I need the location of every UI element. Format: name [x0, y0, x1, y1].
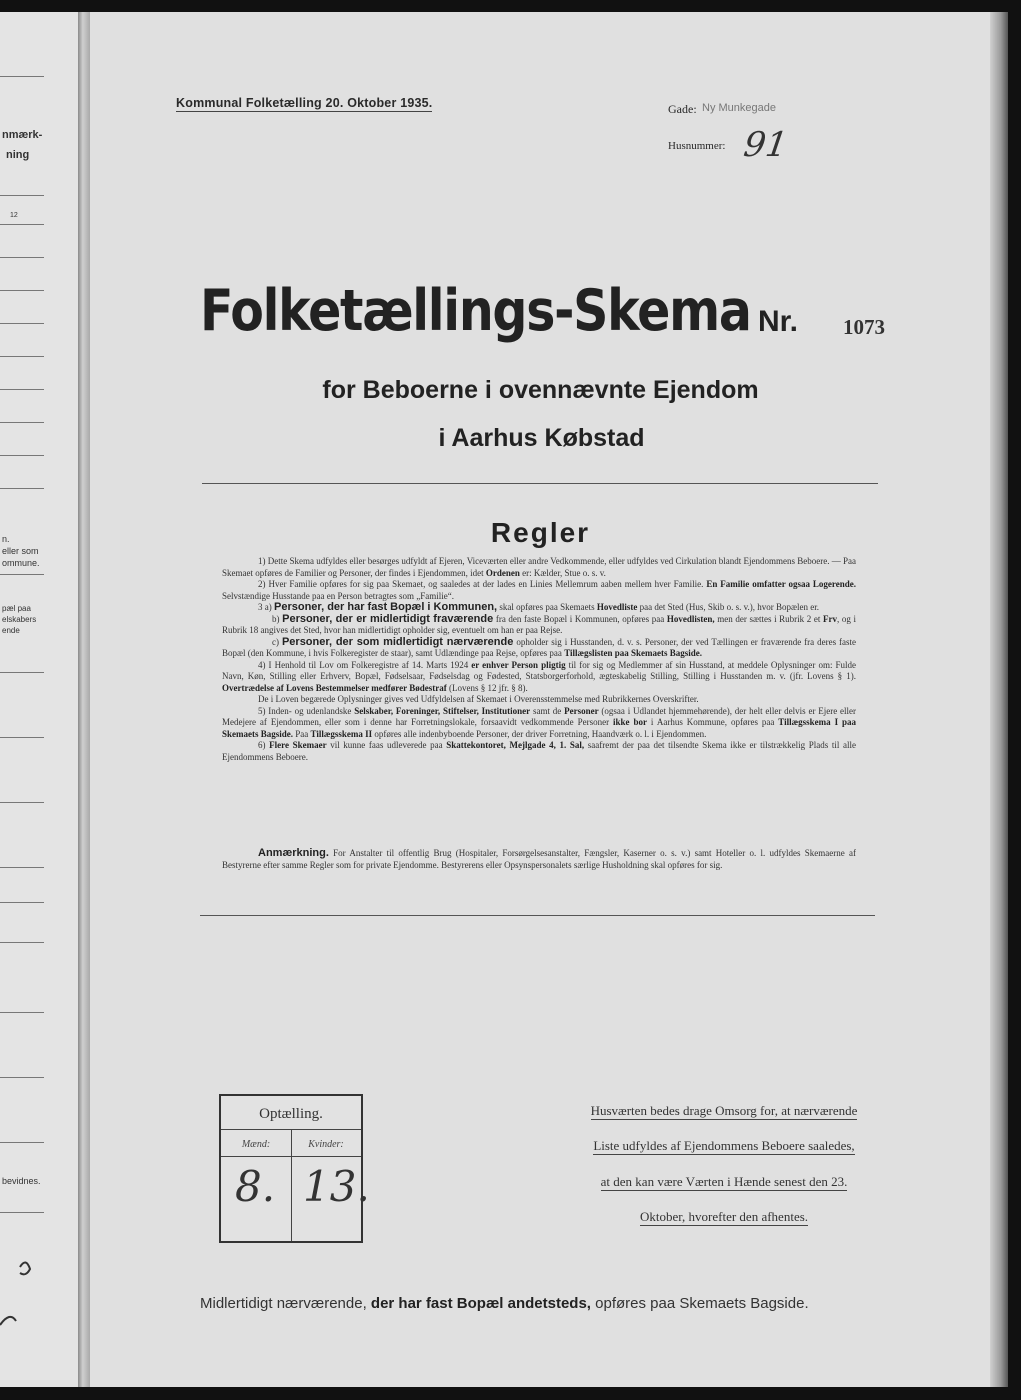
- fragment-text: bevidnes.: [2, 1176, 41, 1186]
- rule-3c: c) Personer, der som midlertidigt nærværende opholder sig i Husstanden, d. v. s. Personer, der ved Tællingen er fraværende fra deres faste Bopæl (den Kommune, i hvis Folkeregister de staar), samt Udlændinge paa Rejse, opføres paa Tillægslisten paa Skemaets Bagside.: [222, 635, 857, 658]
- fragment-text: elskabers: [2, 615, 37, 624]
- street-value: Ny Munkegade: [702, 102, 776, 114]
- count-title: Optælling.: [259, 1106, 323, 1122]
- landlord-note-line: at den kan være Værten i Hænde senest den 23.: [600, 1174, 848, 1189]
- ruled-line: [0, 422, 44, 423]
- ruled-line: [0, 290, 44, 291]
- fragment-text: ommune.: [2, 558, 40, 568]
- ruled-line: [0, 672, 44, 673]
- fragment-text: pæl paa: [2, 604, 31, 613]
- house-number-label: Husnummer:: [668, 140, 726, 152]
- ruled-line: [0, 195, 44, 196]
- rule-6: 6) Flere Skemaer vil kunne faas udleverede paa Skattekontoret, Mejlgade 4, 1. Sal, saafremt der paa det tilsendte Skema ikke er tilstrækkelig Plads til alle Ejendommens Beboere.: [222, 740, 857, 762]
- ruled-line: [0, 257, 44, 258]
- rule-3b: b) Personer, der er midlertidigt fraværende fra den faste Bopæl i Kommunen, opføres paa Hovedlisten, men der sættes i Rubrik 2 et Frv, og i Rubrik 18 angives det Sted, hvor han midlertidigt opholder sig, eventuelt om han er paa Rejse.: [222, 612, 856, 635]
- rule-1: 1) Dette Skema udfyldes eller besørges udfyldt af Ejeren, Viceværten eller andre Vedkommende, eller udfyldes ved Cirkulation blandt Ejendommens Beboere. — Paa Skemaet opføres de Familier og Personer, der findes i Ejendommen, idet Ordenen er: Kælder, Stue o. s. v.: [222, 556, 856, 578]
- remark-text: For Anstalter til offentlig Brug (Hospitaler, Forsørgelsesanstalter, Fængsler, Kaserner o. s. v.) samt Hoteller o. l. udfyldes Skemaerne af Bestyrerne efter samme Regler som for private Ejendomme. Bestyrerens eller Opsynspersonalets særlige Husholdning skal opføres for sig.: [222, 848, 856, 870]
- ruled-line: [0, 802, 44, 803]
- fragment-text: 12: [10, 212, 18, 219]
- rule-2: 2) Hver Familie opføres for sig paa Skemaet, og saaledes at der lades en Linies Mellemrum aaben mellem hver Familie. En Familie omfatter ogsaa Logerende. Selvstændige Husstande paa en Person betragtes som „Familie“.: [222, 579, 856, 601]
- divider: [200, 915, 875, 916]
- ruled-line: [0, 488, 44, 489]
- remark-label: Anmærkning.: [258, 847, 329, 859]
- ruled-line: [0, 455, 44, 456]
- fragment-text: nmærk-: [2, 129, 43, 141]
- ruled-line: [0, 574, 44, 575]
- remark-block: [222, 848, 856, 871]
- fragment-text: n.: [2, 534, 10, 544]
- ruled-line: [0, 737, 44, 738]
- women-count: 13.: [303, 1162, 370, 1211]
- ruled-line: [0, 1012, 44, 1013]
- rule-4: 4) I Henhold til Lov om Folkeregistre af 14. Marts 1924 er enhver Person pligtig til for sig og Medlemmer af sin Husstand, at meddele Oplysninger om: Fulde Navn, Køn, Stilling eller Erhverv, Bopæl, Fødselsaar, Fødselsdag og Fødested, Statsborgerforhold, ægteskabelig Stilling, Stilling i Husstanden m. v. (jfr. Lovens § 1). Overtrædelse af Lovens Bestemmelser medfører Bødestraf (Lovens § 12 jfr. § 8).: [222, 659, 856, 693]
- subtitle-location: i Aarhus Købstad: [438, 424, 645, 452]
- subtitle: for Beboerne i ovennævnte Ejendom: [322, 376, 759, 404]
- house-number-value: 91: [741, 125, 791, 165]
- landlord-note-line: Liste udfyldes af Ejendommens Beboere saaledes,: [593, 1138, 855, 1153]
- women-label: Kvinder:: [308, 1139, 344, 1150]
- handwriting-scribble: [0, 1247, 44, 1337]
- fragment-text: ning: [6, 149, 30, 161]
- page-title: Folketællings-Skema: [200, 278, 751, 344]
- rule-3a: 3 a) Personer, der har fast Bopæl i Kommunen, skal opføres paa Skemaets Hovedliste paa det Sted (Hus, Skib o. s. v.), hvor Bopælen er.: [258, 601, 819, 613]
- rule-4b: De i Loven begærede Oplysninger gives ved Udfyldelsen af Skemaet i Overensstemmelse med Rubrikkernes Overskrifter.: [258, 694, 699, 704]
- ruled-line: [0, 902, 44, 903]
- men-count: 8.: [235, 1162, 276, 1211]
- landlord-note-line: Oktober, hvorefter den afhentes.: [639, 1209, 809, 1224]
- ruled-line: [0, 224, 44, 225]
- form-number-label: Nr.: [758, 305, 799, 338]
- ruled-line: [0, 323, 44, 324]
- divider: [202, 483, 878, 484]
- men-label: Mænd:: [241, 1139, 271, 1150]
- ruled-line: [0, 867, 44, 868]
- form-title: Kommunal Folketælling 20. Oktober 1935.: [176, 96, 433, 110]
- footer-note: Midlertidigt nærværende, der har fast Bopæl andetsteds, opføres paa Skemaets Bagside.: [200, 1295, 809, 1312]
- ruled-line: [0, 942, 44, 943]
- ruled-line: [0, 356, 44, 357]
- fragment-text: eller som: [2, 546, 39, 556]
- rule-5: 5) Inden- og udenlandske Selskaber, Foreninger, Stiftelser, Institutioner samt de Personer (ogsaa i Udlandet hjemmehørende), der helt eller delvis er Ejere eller Medejere af Ejendommen, eller som i denne har Forretningslokale, forsaavidt vedkommende Personer ikke bor i Aarhus Kommune, opføres paa Tillægsskema I paa Skemaets Bagside. Paa Tillægsskema II opføres alle indenbyboende Personer, der driver Forretning, Haandværk o. l. i Ejendommen.: [222, 705, 857, 739]
- landlord-note-line: Husværten bedes drage Omsorg for, at nærværende: [590, 1103, 858, 1118]
- rules-heading: Regler: [490, 517, 591, 548]
- form-number-value: 1073: [843, 315, 885, 339]
- street-label: Gade:: [668, 102, 697, 116]
- fragment-text: ende: [2, 626, 20, 635]
- ruled-line: [0, 76, 44, 77]
- rules-body: [222, 556, 856, 763]
- ruled-line: [0, 1077, 44, 1078]
